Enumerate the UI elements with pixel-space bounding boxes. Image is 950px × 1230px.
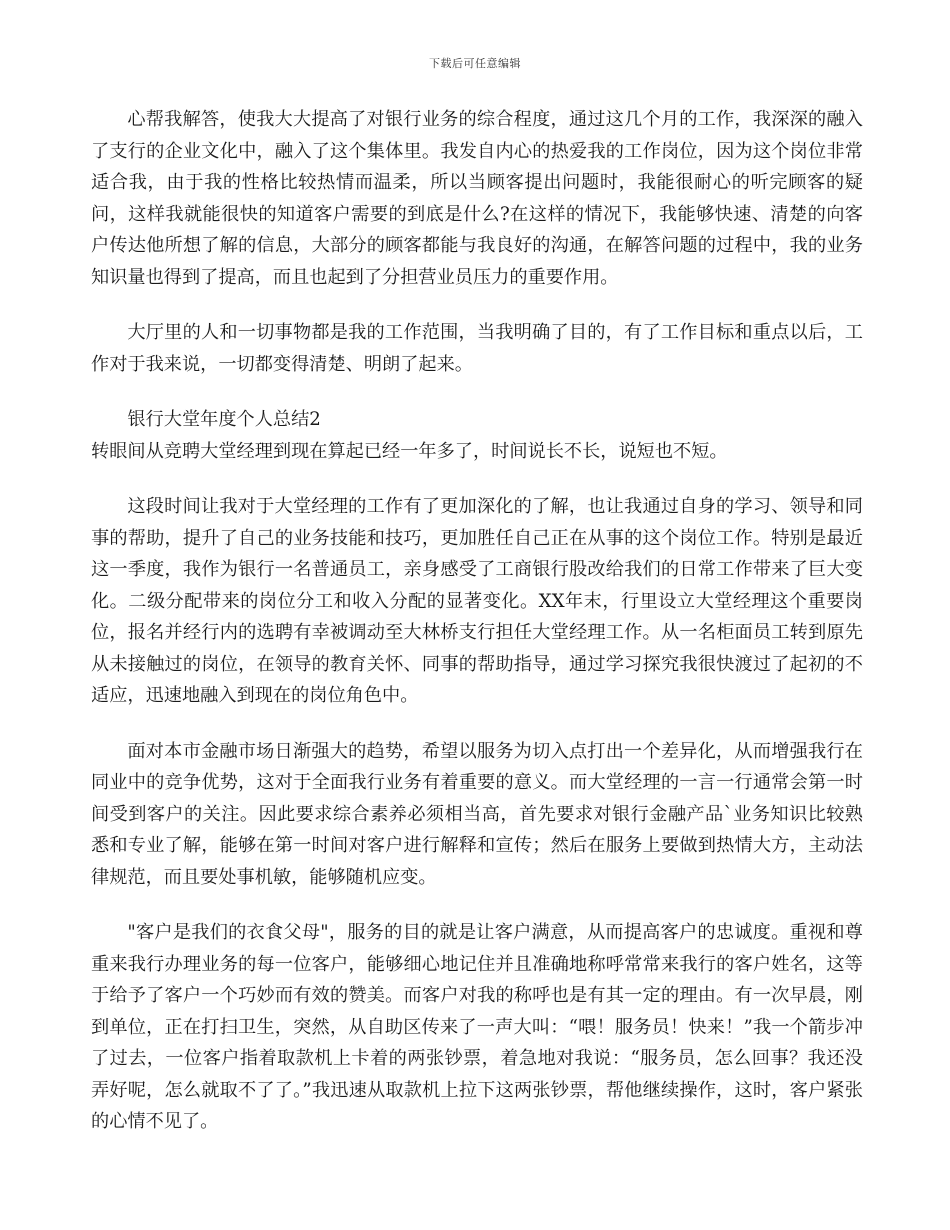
paragraph-5: 面对本市金融市场日渐强大的趋势，希望以服务为切入点打出一个差异化，从而增强我行在同业中的竞争优势，这对于全面我行业务有着重要的意义。而大堂经理的一言一行通常会第一时间受到客户的关注。因此要求综合素养必须相当高，首先要求对银行金融产品`业务知识比较熟悉和专业了解，能够在第一时间对客户进行解释和宣传；然后在服务上要做到热情大方，主动法律规范，而且要处事机敏，能够随机应变。 xyxy=(91,740,863,888)
document-body xyxy=(91,104,863,1162)
paragraph-4: 这段时间让我对于大堂经理的工作有了更加深化的了解，也让我通过自身的学习、领导和同事的帮助，提升了自己的业务技能和技巧，更加胜任自己正在从事的这个岗位工作。特别是最近这一季度，我作为银行一名普通员工，亲身感受了工商银行股改给我们的日常工作带来了巨大变化。二级分配带来的岗位分工和收入分配的显著变化。XX年末，行里设立大堂经理这个重要岗位，报名并经行内的选聘有幸被调动至大林桥支行担任大堂经理工作。从一名柜面员工转到原先从未接触过的岗位，在领导的教育关怀、同事的帮助指导，通过学习探究我很快渡过了起初的不适应，迅速地融入到现在的岗位角色中。 xyxy=(91,496,863,706)
page-header: 下载后可任意编辑 xyxy=(429,57,521,70)
paragraph-1: 心帮我解答，使我大大提高了对银行业务的综合程度，通过这几个月的工作，我深深的融入了支行的企业文化中，融入了这个集体里。我发自内心的热爱我的工作岗位，因为这个岗位非常适合我，由于我的性格比较热情而温柔，所以当顾客提出问题时，我能很耐心的听完顾客的疑问，这样我就能很快的知道客户需要的到底是什么?在这样的情况下，我能够快速、清楚的向客户传达他所想了解的信息，大部分的顾客都能与我良好的沟通，在解答问题的过程中，我的业务知识量也得到了提高，而且也起到了分担营业员压力的重要作用。 xyxy=(91,109,863,288)
paragraph-2: 大厅里的人和一切事物都是我的工作范围，当我明确了目的，有了工作目标和重点以后，工作对于我来说，一切都变得清楚、明朗了起来。 xyxy=(91,322,863,375)
paragraph-6: "客户是我们的衣食父母"，服务的目的就是让客户满意，从而提高客户的忠诚度。重视和尊重来我行办理业务的每一位客户，能够细心地记住并且准确地称呼常常来我行的客户姓名，这等于给予了客户一个巧妙而有效的赞美。而客户对我的称呼也是有其一定的理由。有一次早晨，刚到单位，正在打扫卫生，突然，从自助区传来了一声大叫：“喂！服务员！快来！”我一个箭步冲了过去，一位客户指着取款机上卡着的两张钞票，着急地对我说：“服务员，怎么回事？我还没弄好呢，怎么就取不了了。”我迅速从取款机上拉下这两张钞票，帮他继续操作，这时，客户紧张的心情不见了。 xyxy=(91,922,863,1132)
paragraph-3: 转眼间从竞聘大堂经理到现在算起已经一年多了，时间说长不长，说短也不短。 xyxy=(91,440,728,462)
section-title: 银行大堂年度个人总结2 xyxy=(127,409,321,430)
